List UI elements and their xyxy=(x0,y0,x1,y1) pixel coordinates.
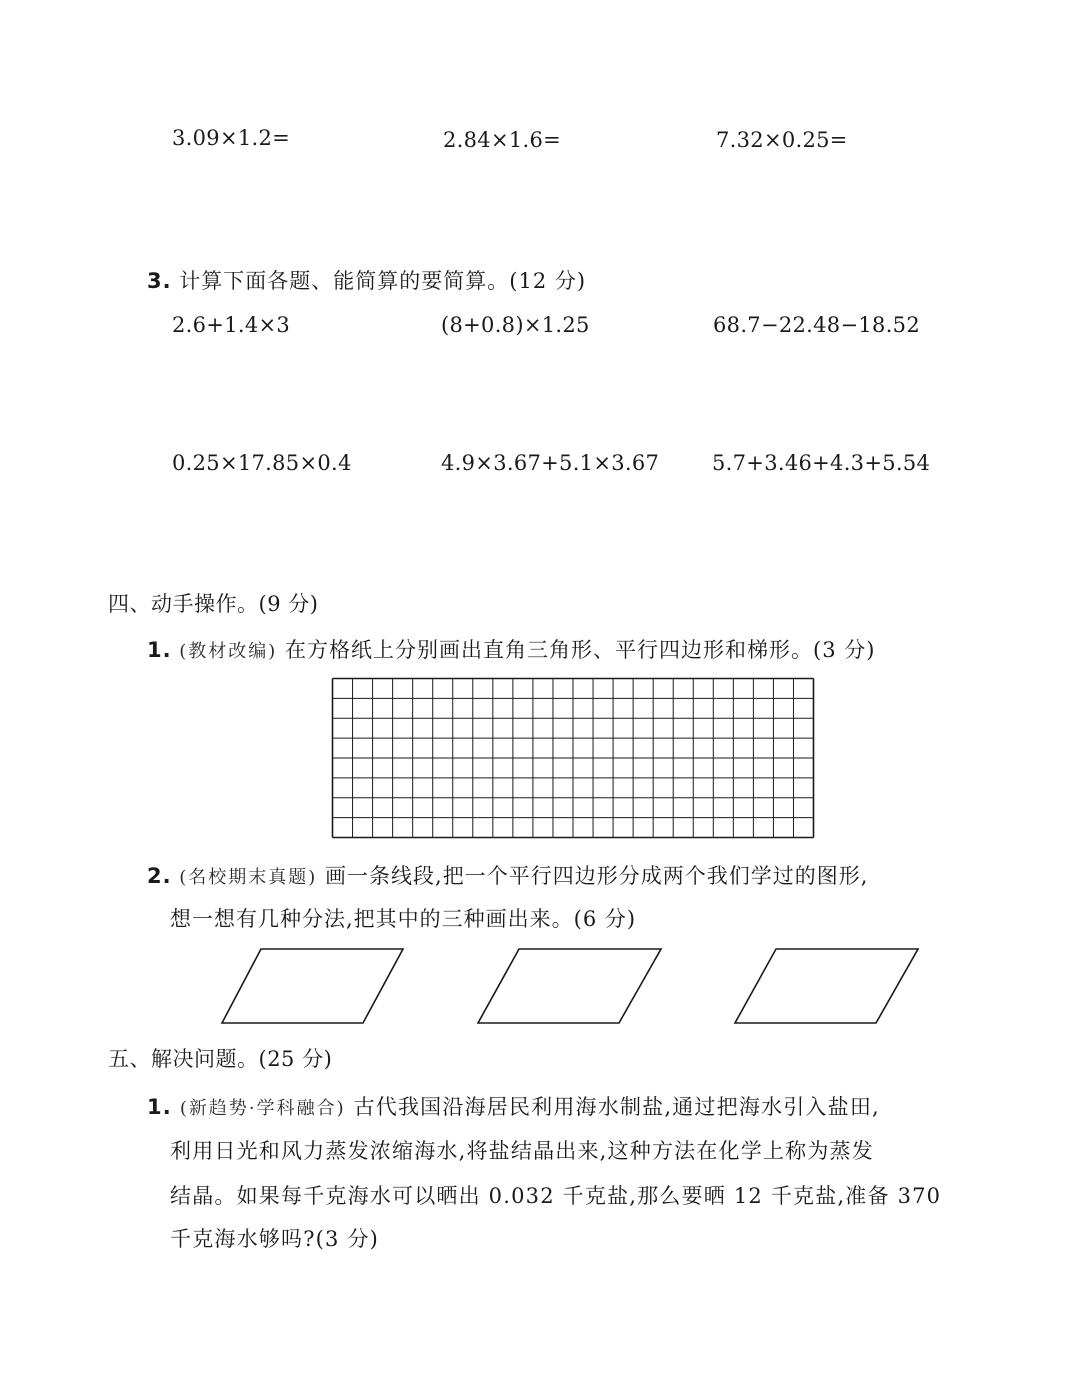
expr-7-32x0-25: 7.32×0.25= xyxy=(716,128,848,152)
section5-q1-line3: 结晶。如果每千克海水可以晒出 0.032 千克盐,那么要晒 12 千克盐,准备 370 xyxy=(170,1184,942,1208)
expr-3-09x1-2: 3.09×1.2= xyxy=(172,126,291,150)
parallelogram-2 xyxy=(477,948,663,1024)
q3-expr-1: 2.6+1.4×3 xyxy=(172,313,291,337)
section4-q2-number: 2. xyxy=(147,864,172,888)
parallelogram-1 xyxy=(221,948,405,1024)
q3-expr-2: (8+0.8)×1.25 xyxy=(441,313,590,337)
section5-q1-tag: (新趋势·学科融合) xyxy=(179,1098,346,1119)
section5-title: 五、解决问题。(25 分) xyxy=(108,1047,333,1071)
q3-number: 3. xyxy=(147,269,172,293)
q3-expr-4: 0.25×17.85×0.4 xyxy=(172,451,352,475)
parallelogram-3 xyxy=(734,948,920,1024)
section4-q1-tag: (教材改编) xyxy=(179,641,278,662)
section5-q1-number: 1. xyxy=(147,1095,172,1119)
q3-heading xyxy=(147,265,586,295)
section4-q1-number: 1. xyxy=(147,638,172,662)
section4-q2-line1 xyxy=(147,860,868,890)
section4-q1 xyxy=(147,634,875,664)
q3-text: 计算下面各题、能简算的要简算。(12 分) xyxy=(179,269,587,293)
grid-paper xyxy=(332,678,814,838)
section4-q2-text-line1: 画一条线段,把一个平行四边形分成两个我们学过的图形, xyxy=(325,864,869,888)
section4-q2-tag: (名校期末真题) xyxy=(179,867,318,888)
expr-2-84x1-6: 2.84×1.6= xyxy=(443,128,562,152)
q3-expr-6: 5.7+3.46+4.3+5.54 xyxy=(712,451,931,475)
section5-q1-line1 xyxy=(147,1091,880,1121)
section5-q1-text-line1: 古代我国沿海居民利用海水制盐,通过把海水引入盐田, xyxy=(353,1095,880,1119)
q3-expr-5: 4.9×3.67+5.1×3.67 xyxy=(441,451,660,475)
section5-q1-line4: 千克海水够吗?(3 分) xyxy=(170,1227,380,1251)
section4-q2-line2: 想一想有几种分法,把其中的三种画出来。(6 分) xyxy=(170,907,637,931)
section4-title: 四、动手操作。(9 分) xyxy=(108,592,319,616)
q3-expr-3: 68.7−22.48−18.52 xyxy=(713,313,920,337)
section4-q1-text: 在方格纸上分别画出直角三角形、平行四边形和梯形。(3 分) xyxy=(285,638,876,662)
section5-q1-line2: 利用日光和风力蒸发浓缩海水,将盐结晶出来,这种方法在化学上称为蒸发 xyxy=(170,1139,874,1163)
